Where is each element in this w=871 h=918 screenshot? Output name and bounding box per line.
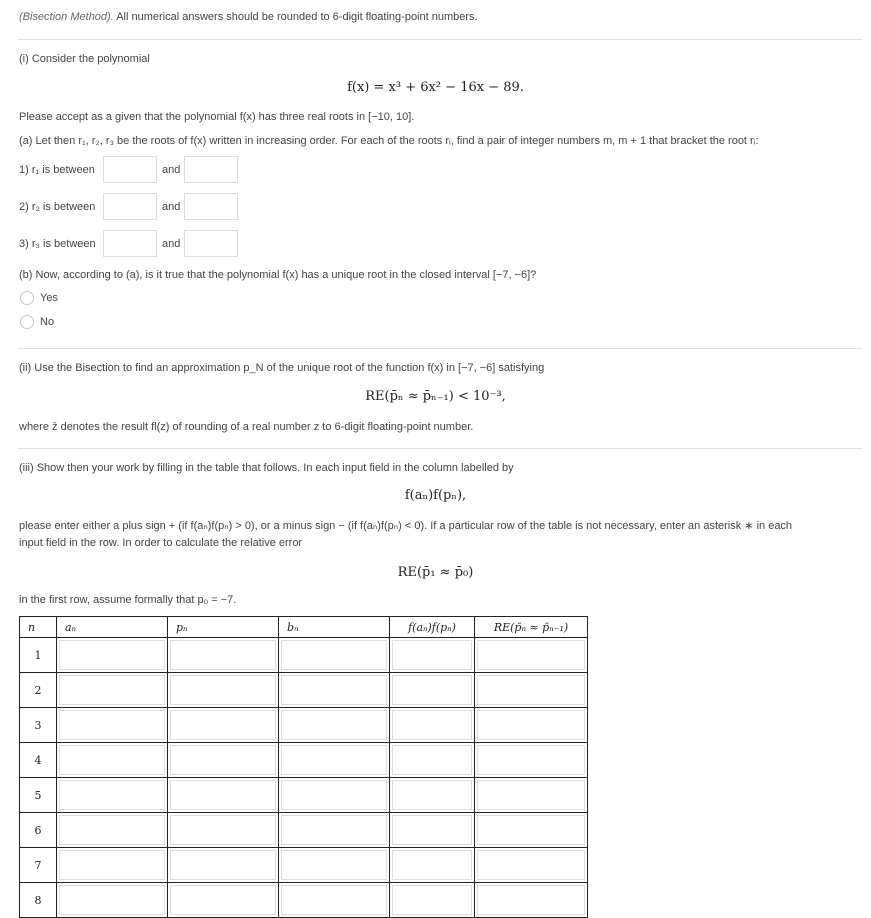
- re-input[interactable]: [477, 745, 585, 775]
- row-number: 4: [20, 743, 57, 778]
- table-cell: [57, 743, 168, 778]
- table-row: [20, 883, 588, 918]
- table-cell: [390, 813, 475, 848]
- table-cell: [57, 638, 168, 673]
- sign-input[interactable]: [392, 815, 472, 845]
- table-cell: [475, 708, 588, 743]
- part3-instructions-cont: input field in the row. In order to calculate the relative error: [19, 537, 303, 549]
- b-input[interactable]: [281, 850, 387, 880]
- re-input[interactable]: [477, 850, 585, 880]
- root2-upper-input[interactable]: [184, 193, 238, 220]
- table-cell: [57, 778, 168, 813]
- and-label: and: [162, 238, 181, 250]
- row-number: 3: [20, 708, 57, 743]
- row-number: 5: [20, 778, 57, 813]
- root3-upper-input[interactable]: [184, 230, 238, 257]
- table-row: [20, 813, 588, 848]
- table-cell: [168, 813, 279, 848]
- a-input[interactable]: [59, 815, 165, 845]
- table-cell: [57, 708, 168, 743]
- table-cell: [475, 813, 588, 848]
- re-input[interactable]: [477, 640, 585, 670]
- sign-product-equation: f(aₙ)f(pₙ),: [404, 488, 467, 503]
- bisection-table: [19, 616, 588, 918]
- table-row: [20, 638, 588, 673]
- table-cell: [475, 848, 588, 883]
- table-cell: [390, 778, 475, 813]
- re-input[interactable]: [477, 815, 585, 845]
- b-input[interactable]: [281, 745, 387, 775]
- table-cell: [279, 708, 390, 743]
- and-label: and: [162, 201, 181, 213]
- col-p: pₙ: [168, 617, 279, 638]
- part2-prompt: (ii) Use the Bisection to find an approximation p_N of the unique root of the function f(x) in [−7, −6] satisfying: [19, 362, 545, 374]
- a-input[interactable]: [59, 745, 165, 775]
- re-input[interactable]: [477, 710, 585, 740]
- divider: [18, 448, 862, 449]
- table-cell: [390, 673, 475, 708]
- polynomial-equation: f(x) = x³ + 6x² − 16x − 89.: [347, 80, 524, 95]
- table-cell: [475, 743, 588, 778]
- table-cell: [168, 708, 279, 743]
- table-cell: [279, 778, 390, 813]
- table-cell: [279, 638, 390, 673]
- col-re: RE(p̄ₙ ≈ p̄ₙ₋₁): [475, 617, 588, 638]
- radio-circle[interactable]: [20, 315, 34, 329]
- table-cell: [168, 883, 279, 918]
- b-input[interactable]: [281, 675, 387, 705]
- relative-error-equation: RE(p̄₁ ≈ p̄₀): [397, 565, 474, 580]
- p-input[interactable]: [170, 640, 276, 670]
- table-cell: [279, 673, 390, 708]
- row-number: 6: [20, 813, 57, 848]
- table-cell: [475, 638, 588, 673]
- root1-upper-input[interactable]: [184, 156, 238, 183]
- col-sign: f(aₙ)f(pₙ): [390, 617, 475, 638]
- part2-where: where z̄ denotes the result fl(z) of rounding of a real number z to 6-digit floating-point number.: [19, 421, 474, 433]
- table-cell: [475, 883, 588, 918]
- divider: [18, 39, 862, 40]
- col-n: n: [20, 617, 57, 638]
- radio-label: Yes: [40, 292, 58, 304]
- sign-input[interactable]: [392, 675, 472, 705]
- table-row: [20, 848, 588, 883]
- sign-input[interactable]: [392, 850, 472, 880]
- part1-b-prompt: (b) Now, according to (a), is it true that the polynomial f(x) has a unique root in the closed interval [−7, −6]?: [19, 269, 537, 281]
- radio-circle[interactable]: [20, 291, 34, 305]
- col-a: aₙ: [57, 617, 168, 638]
- sign-input[interactable]: [392, 710, 472, 740]
- a-input[interactable]: [59, 640, 165, 670]
- table-cell: [390, 743, 475, 778]
- b-input[interactable]: [281, 710, 387, 740]
- table-cell: [168, 743, 279, 778]
- table-cell: [168, 778, 279, 813]
- row-number: 7: [20, 848, 57, 883]
- p-input[interactable]: [170, 815, 276, 845]
- p-input[interactable]: [170, 675, 276, 705]
- table-cell: [279, 848, 390, 883]
- root-label: 3) r₃ is between: [19, 238, 96, 250]
- table-row: [20, 673, 588, 708]
- p-input[interactable]: [170, 710, 276, 740]
- part1-given: Please accept as a given that the polynomial f(x) has three real roots in [−10, 10].: [19, 111, 415, 123]
- row-number: 8: [20, 883, 57, 918]
- table-cell: [57, 673, 168, 708]
- header-text: [19, 11, 478, 23]
- root-label: 2) r₂ is between: [19, 201, 96, 213]
- stopping-criterion: RE(p̄ₙ ≈ p̄ₙ₋₁) < 10⁻³,: [365, 389, 506, 404]
- table-header-row: [20, 617, 588, 638]
- root-label: 1) r₁ is between: [19, 164, 95, 176]
- root3-lower-input[interactable]: [103, 230, 157, 257]
- table-cell: [57, 813, 168, 848]
- table-cell: [57, 848, 168, 883]
- re-input[interactable]: [477, 675, 585, 705]
- re-input[interactable]: [477, 780, 585, 810]
- sign-input[interactable]: [392, 745, 472, 775]
- row-number: 1: [20, 638, 57, 673]
- part3-prompt: (iii) Show then your work by filling in the table that follows. In each input field in the column labelled by: [19, 462, 514, 474]
- table-cell: [390, 883, 475, 918]
- table-cell: [279, 883, 390, 918]
- table-cell: [279, 813, 390, 848]
- table-cell: [168, 638, 279, 673]
- p-input[interactable]: [170, 850, 276, 880]
- and-label: and: [162, 164, 181, 176]
- header-instruction: All numerical answers should be rounded to 6-digit floating-point numbers.: [113, 11, 478, 23]
- table-cell: [279, 743, 390, 778]
- radio-label: No: [40, 316, 55, 328]
- a-input[interactable]: [59, 710, 165, 740]
- method-name: (Bisection Method).: [19, 11, 114, 23]
- b-input[interactable]: [281, 815, 387, 845]
- b-input[interactable]: [281, 640, 387, 670]
- root1-lower-input[interactable]: [103, 156, 157, 183]
- part3-first-row: in the first row, assume formally that p₀ = −7.: [19, 594, 237, 606]
- table-row: [20, 743, 588, 778]
- part1-a-prompt: (a) Let then r₁, r₂, r₃ be the roots of f(x) written in increasing order. For each of the roots rᵢ, find a pair of integer numbers m, m + 1 that bracket the root rᵢ:: [19, 135, 759, 147]
- table-cell: [390, 848, 475, 883]
- table-cell: [475, 778, 588, 813]
- a-input[interactable]: [59, 780, 165, 810]
- a-input[interactable]: [59, 675, 165, 705]
- root2-lower-input[interactable]: [103, 193, 157, 220]
- table-cell: [57, 883, 168, 918]
- sign-input[interactable]: [392, 780, 472, 810]
- p-input[interactable]: [170, 780, 276, 810]
- table-cell: [390, 638, 475, 673]
- table-cell: [168, 848, 279, 883]
- table-cell: [390, 708, 475, 743]
- col-b: bₙ: [279, 617, 390, 638]
- table-cell: [168, 673, 279, 708]
- p-input[interactable]: [170, 745, 276, 775]
- a-input[interactable]: [59, 850, 165, 880]
- part3-instructions: please enter either a plus sign + (if f(aₙ)f(pₙ) > 0), or a minus sign − (if f(aₙ)f(pₙ) < 0). If a particular row of the table is not necessary, enter an asterisk ∗ in each: [19, 520, 793, 532]
- part1-intro: (i) Consider the polynomial: [19, 53, 150, 65]
- table-row: [20, 708, 588, 743]
- table-cell: [475, 673, 588, 708]
- b-input[interactable]: [281, 780, 387, 810]
- row-number: 2: [20, 673, 57, 708]
- sign-input[interactable]: [392, 640, 472, 670]
- table-row: [20, 778, 588, 813]
- divider: [18, 348, 862, 349]
